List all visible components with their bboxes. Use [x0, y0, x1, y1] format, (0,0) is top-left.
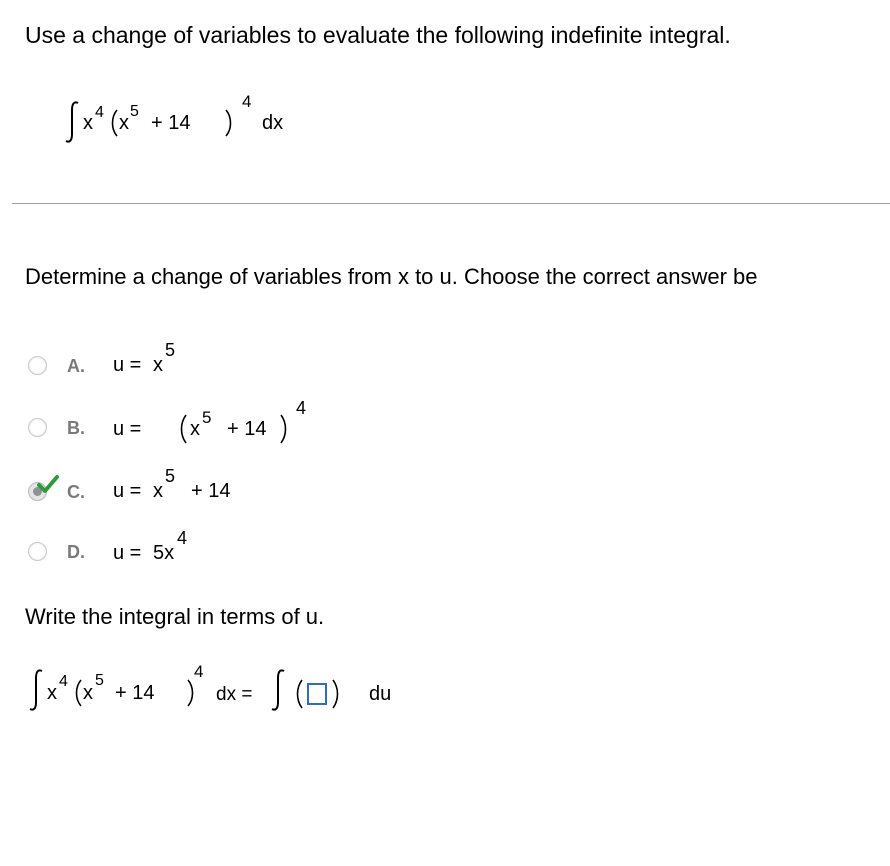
option-b-letter: B.	[67, 418, 85, 438]
instructions-text: Use a change of variables to evaluate the following indefinite integral.	[25, 22, 731, 48]
left-paren-icon	[109, 109, 119, 137]
inner-exponent: 5	[130, 103, 139, 120]
option-d[interactable]	[25, 528, 425, 568]
option-c[interactable]	[25, 466, 425, 512]
right-paren-icon	[186, 679, 196, 707]
option-b-expr: x	[190, 418, 200, 440]
integral-sign-icon	[28, 668, 46, 712]
option-b[interactable]	[25, 398, 425, 444]
option-b-right-paren-icon	[279, 414, 289, 444]
left-paren-icon	[73, 679, 83, 707]
answer-right-paren-icon	[331, 679, 341, 709]
option-a-lhs: u =	[113, 354, 142, 376]
inner-x: x	[83, 682, 93, 704]
base-exponent: 4	[95, 104, 104, 121]
inner-exponent: 5	[95, 672, 104, 689]
option-c-expr: x	[153, 480, 163, 502]
option-c-lhs: u =	[113, 480, 142, 502]
option-c-letter: C.	[67, 482, 85, 502]
option-b-tail: + 14	[227, 418, 267, 440]
problem-integral	[64, 92, 324, 152]
outer-exponent: 4	[194, 662, 204, 681]
write-integral-prompt: Write the integral in terms of u.	[25, 604, 325, 629]
option-c-tail: + 14	[191, 480, 231, 502]
option-d-radio[interactable]	[28, 542, 47, 561]
dx-equals: dx =	[216, 684, 253, 705]
du-label: du	[369, 683, 392, 705]
base-x: x	[83, 112, 93, 134]
option-a-letter: A.	[67, 356, 85, 376]
option-a-radio[interactable]	[28, 356, 47, 375]
answer-left-paren-icon	[294, 679, 304, 709]
option-d-letter: D.	[67, 542, 85, 562]
substitution-equation	[28, 660, 448, 724]
option-d-exponent: 4	[177, 528, 188, 548]
u-integral-sign-icon	[270, 668, 288, 712]
integral-sign-icon	[64, 100, 82, 144]
integrand-answer-input[interactable]	[307, 683, 327, 705]
option-c-exponent: 5	[165, 466, 176, 486]
base-exponent: 4	[59, 673, 68, 690]
right-paren-icon	[224, 109, 234, 137]
outer-exponent: 4	[242, 92, 252, 111]
option-b-lhs: u =	[113, 418, 142, 440]
section-divider	[12, 203, 890, 204]
inner-x: x	[119, 112, 129, 134]
change-of-variables-prompt: Determine a change of variables from x to u. Choose the correct answer be	[25, 264, 758, 289]
plus-constant: + 14	[151, 112, 191, 134]
option-b-outer-exponent: 4	[296, 398, 307, 418]
plus-constant: + 14	[115, 682, 155, 704]
option-b-radio[interactable]	[28, 418, 47, 437]
option-a-exponent: 5	[165, 340, 176, 360]
correct-checkmark-icon	[37, 474, 59, 496]
option-b-left-paren-icon	[178, 414, 188, 444]
option-d-lhs: u =	[113, 542, 142, 564]
option-a-expr: x	[153, 354, 163, 376]
base-x: x	[47, 682, 57, 704]
option-d-expr: 5x	[153, 542, 175, 564]
option-a[interactable]	[25, 340, 425, 386]
differential: dx	[262, 112, 284, 134]
option-b-exponent: 5	[202, 408, 212, 427]
